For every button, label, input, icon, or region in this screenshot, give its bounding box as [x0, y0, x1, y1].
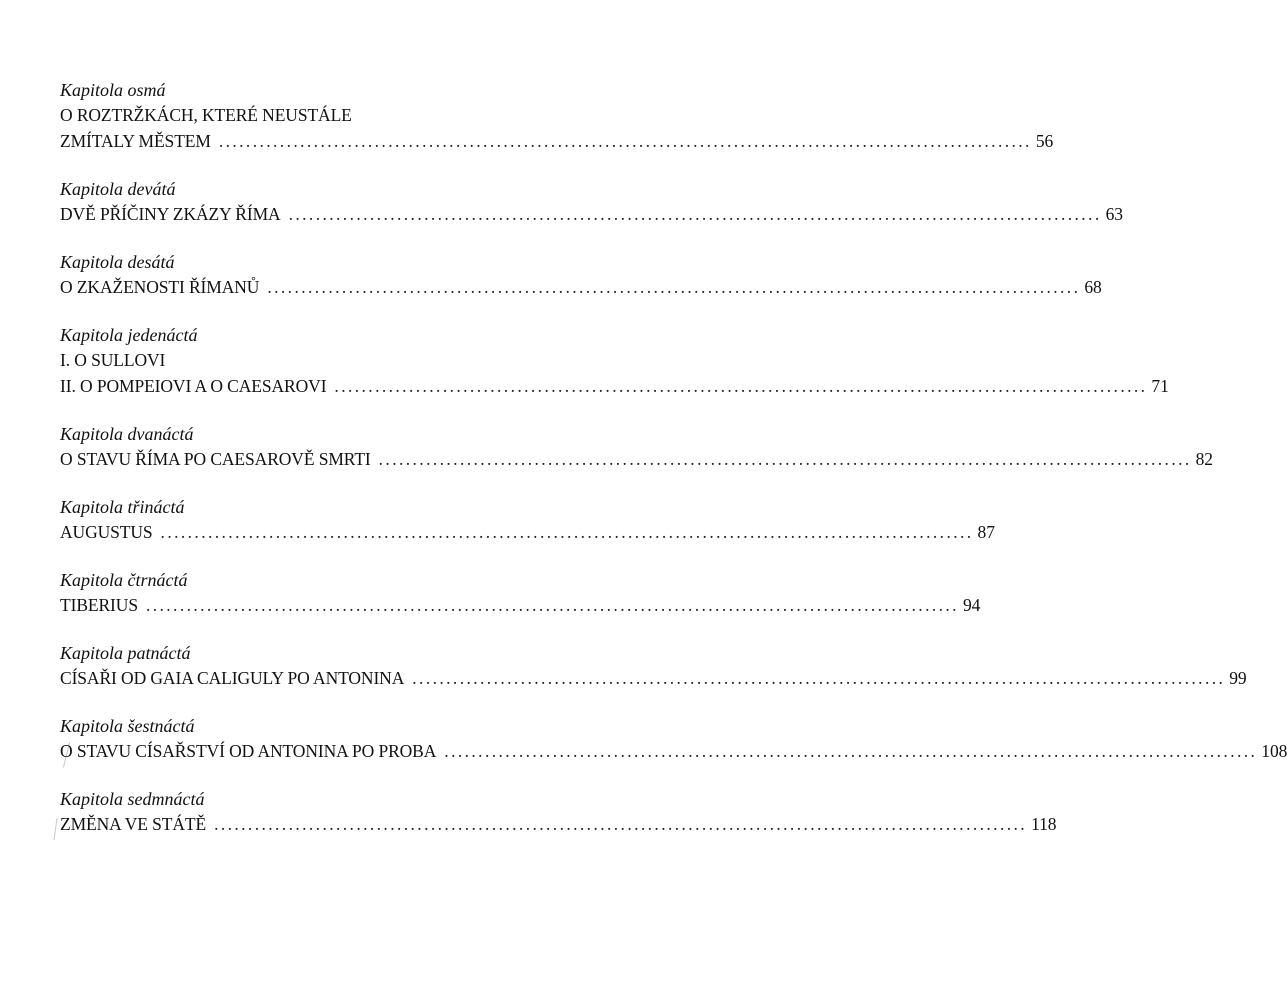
- toc-entry: [60, 495, 995, 545]
- chapter-title-line: I. O SULLOVI: [60, 350, 166, 370]
- dot-leader: ........................................................................................................................: [378, 449, 1192, 469]
- chapter-title-text: O STAVU CÍSAŘSTVÍ OD ANTONINA PO PROBA: [60, 741, 437, 761]
- dot-leader: ........................................................................................................................: [444, 741, 1258, 761]
- toc-entry: [60, 422, 1213, 472]
- chapter-title-text: TIBERIUS: [60, 595, 138, 615]
- chapter-title-line: [60, 519, 995, 545]
- chapter-heading: Kapitola dvanáctá: [60, 424, 194, 444]
- page-number: 68: [1084, 277, 1102, 297]
- chapter-heading: Kapitola jedenáctá: [60, 325, 198, 345]
- chapter-title-line: [60, 811, 1057, 837]
- scan-artifact-line: [53, 818, 57, 840]
- dot-leader: ........................................................................................................................: [288, 204, 1102, 224]
- chapter-title-line: [60, 738, 1287, 764]
- toc-entry: [60, 641, 1247, 691]
- page-number: 71: [1151, 376, 1169, 396]
- toc-entry: [60, 177, 1123, 227]
- page-number: 118: [1031, 814, 1057, 834]
- chapter-title-text: DVĚ PŘÍČINY ZKÁZY ŘÍMA: [60, 204, 281, 224]
- chapter-heading: Kapitola sedmnáctá: [60, 789, 205, 809]
- dot-leader: ........................................................................................................................: [145, 595, 959, 615]
- chapter-heading: Kapitola desátá: [60, 252, 175, 272]
- chapter-title-line: [60, 128, 1054, 154]
- chapter-title-text: ZMÍTALY MĚSTEM: [60, 131, 211, 151]
- page-number: 99: [1229, 668, 1247, 688]
- chapter-title-line: [60, 446, 1213, 472]
- page-number: 63: [1105, 204, 1123, 224]
- chapter-heading: Kapitola osmá: [60, 80, 166, 100]
- chapter-heading: Kapitola patnáctá: [60, 643, 191, 663]
- chapter-title-text: ZMĚNA VE STÁTĚ: [60, 814, 207, 834]
- chapter-title-line: [60, 201, 1123, 227]
- chapter-heading: Kapitola devátá: [60, 179, 176, 199]
- chapter-title-line: [60, 274, 1102, 300]
- chapter-heading: Kapitola šestnáctá: [60, 716, 195, 736]
- page-number: 87: [977, 522, 995, 542]
- chapter-title-text: O ZKAŽENOSTI ŘÍMANŮ: [60, 277, 260, 297]
- dot-leader: ........................................................................................................................: [218, 131, 1032, 151]
- chapter-heading: Kapitola třináctá: [60, 497, 185, 517]
- toc-entry: [60, 250, 1102, 300]
- chapter-title-text: AUGUSTUS: [60, 522, 153, 542]
- page-number: 56: [1035, 131, 1054, 151]
- page-number: 94: [962, 595, 981, 615]
- chapter-heading: Kapitola čtrnáctá: [60, 570, 188, 590]
- chapter-title-line: [60, 592, 981, 618]
- chapter-title-text: CÍSAŘI OD GAIA CALIGULY PO ANTONINA: [60, 668, 405, 688]
- chapter-title-line: [60, 665, 1247, 691]
- chapter-title-line: [60, 373, 1169, 399]
- dot-leader: ........................................................................................................................: [214, 814, 1028, 834]
- dot-leader: ........................................................................................................................: [267, 277, 1081, 297]
- dot-leader: ........................................................................................................................: [412, 668, 1226, 688]
- page-number: 108: [1261, 741, 1287, 761]
- dot-leader: ........................................................................................................................: [160, 522, 974, 542]
- chapter-title-text: II. O POMPEIOVI A O CAESAROVI: [60, 376, 327, 396]
- chapter-title-line: O ROZTRŽKÁCH, KTERÉ NEUSTÁLE: [60, 105, 352, 125]
- toc-entry: [60, 714, 1287, 764]
- dot-leader: ........................................................................................................................: [334, 376, 1148, 396]
- table-of-contents: [60, 78, 1287, 860]
- toc-entry: [60, 568, 981, 618]
- page-number: 82: [1195, 449, 1213, 469]
- chapter-title-text: O STAVU ŘÍMA PO CAESAROVĚ SMRTI: [60, 449, 371, 469]
- toc-entry: [60, 78, 1054, 154]
- toc-entry: [60, 787, 1057, 837]
- toc-entry: [60, 323, 1169, 399]
